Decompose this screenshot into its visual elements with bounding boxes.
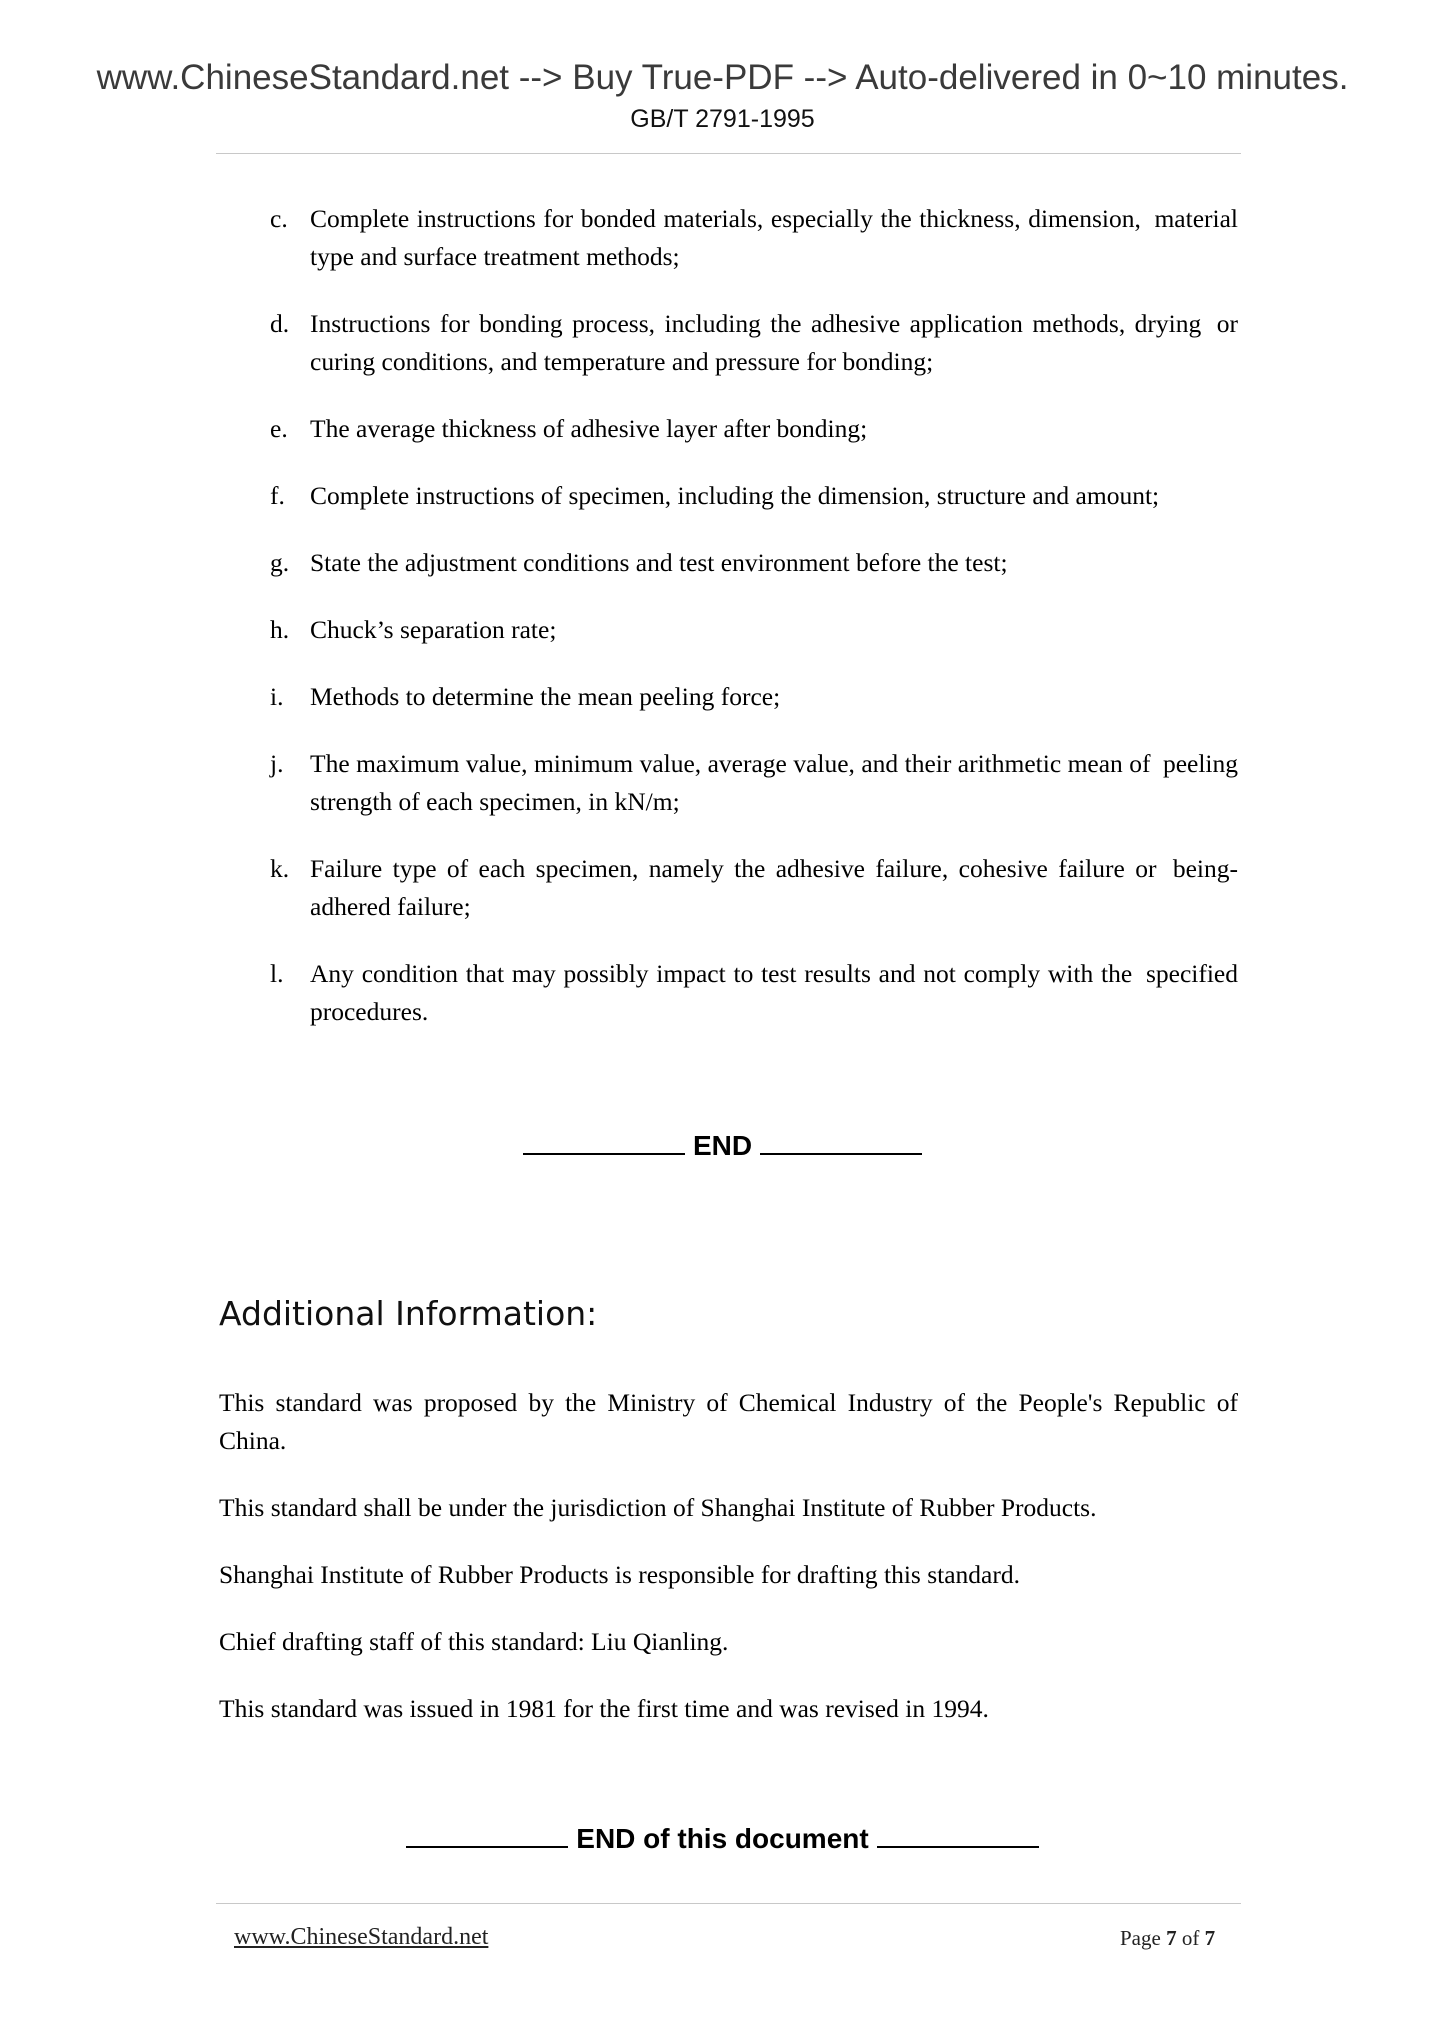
page-number: Page 7 of 7 bbox=[1120, 1926, 1216, 1950]
end-rule-right bbox=[760, 1127, 922, 1155]
list-item-marker: g. bbox=[270, 548, 290, 577]
list-item-text: Methods to determine the mean peeling force; bbox=[310, 682, 781, 711]
header-divider bbox=[216, 153, 1241, 154]
list-item-marker: j. bbox=[270, 749, 284, 778]
additional-paragraph: This standard was issued in 1981 for the first time and was revised in 1994. bbox=[219, 1694, 989, 1723]
list-item-text: The maximum value, minimum value, average value, and their arithmetic mean of peeling strength of each specimen, in kN/m; bbox=[310, 749, 1238, 816]
end-rule-left bbox=[523, 1127, 685, 1155]
footer-website-link[interactable]: www.ChineseStandard.net bbox=[234, 1924, 489, 1950]
list-item bbox=[270, 745, 1238, 821]
end-marker-text: END bbox=[692, 1130, 753, 1161]
list-item bbox=[270, 410, 1238, 448]
list-item-marker: d. bbox=[270, 309, 290, 338]
additional-paragraph: Shanghai Institute of Rubber Products is responsible for drafting this standard. bbox=[219, 1560, 1020, 1589]
list-item bbox=[270, 305, 1238, 381]
end-marker bbox=[0, 1126, 1445, 1166]
list-item-marker: c. bbox=[270, 204, 288, 233]
end-doc-rule-left bbox=[406, 1820, 568, 1848]
list-item-text: State the adjustment conditions and test environment before the test; bbox=[310, 548, 1008, 577]
additional-info-heading: Additional Information: bbox=[219, 1294, 598, 1333]
list-item-text: Complete instructions for bonded materials, especially the thickness, dimension, material type and surface treatment methods; bbox=[310, 204, 1239, 271]
additional-paragraph: This standard shall be under the jurisdiction of Shanghai Institute of Rubber Products. bbox=[219, 1493, 1097, 1522]
list-item bbox=[270, 955, 1238, 1031]
list-item-text: Any condition that may possibly impact to test results and not comply with the specified procedures. bbox=[310, 959, 1238, 1026]
list-item-marker: i. bbox=[270, 682, 284, 711]
total-pages: 7 bbox=[1204, 1926, 1216, 1950]
current-page: 7 bbox=[1166, 1926, 1177, 1950]
list-item-text: Complete instructions of specimen, including the dimension, structure and amount; bbox=[310, 481, 1160, 510]
list-item-marker: h. bbox=[270, 615, 290, 644]
additional-info-body bbox=[219, 1384, 1238, 1757]
list-item-marker: e. bbox=[270, 414, 288, 443]
end-of-document-text: END of this document bbox=[576, 1823, 869, 1854]
list-item-text: The average thickness of adhesive layer after bonding; bbox=[310, 414, 868, 443]
list-item bbox=[270, 477, 1238, 515]
list-item-text: Chuck’s separation rate; bbox=[310, 615, 557, 644]
list-item-text: Failure type of each specimen, namely the adhesive failure, cohesive failure or being-adhered failure; bbox=[310, 854, 1238, 921]
footer-divider bbox=[216, 1903, 1241, 1904]
list-item bbox=[270, 611, 1238, 649]
end-doc-rule-right bbox=[877, 1820, 1039, 1848]
additional-paragraph: This standard was proposed by the Ministry of Chemical Industry of the People's Republic of China. bbox=[219, 1388, 1238, 1455]
list-item bbox=[270, 544, 1238, 582]
list-item-marker: l. bbox=[270, 959, 284, 988]
list-item-marker: k. bbox=[270, 854, 290, 883]
list-item-text: Instructions for bonding process, including the adhesive application methods, drying or curing conditions, and temperature and pressure for bonding; bbox=[310, 309, 1238, 376]
header-banner[interactable]: www.ChineseStandard.net --> Buy True-PDF --> Auto-delivered in 0~10 minutes. bbox=[96, 58, 1349, 97]
end-of-document-marker bbox=[0, 1819, 1445, 1859]
list-item-marker: f. bbox=[270, 481, 285, 510]
report-items-list bbox=[270, 200, 1238, 1060]
list-item bbox=[270, 850, 1238, 926]
list-item bbox=[270, 678, 1238, 716]
list-item bbox=[270, 200, 1238, 276]
document-id: GB/T 2791-1995 bbox=[630, 105, 815, 133]
additional-paragraph: Chief drafting staff of this standard: Liu Qianling. bbox=[219, 1627, 729, 1656]
